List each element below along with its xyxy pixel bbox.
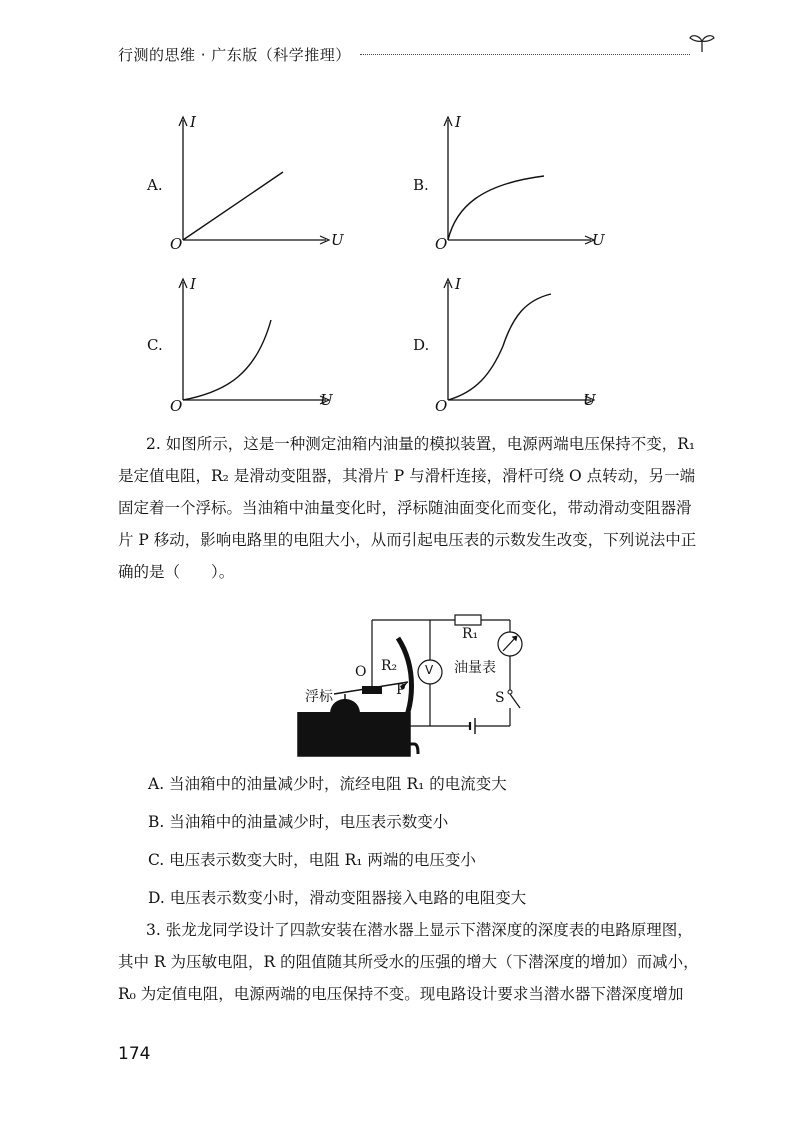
header-divider xyxy=(360,54,690,55)
graph-a xyxy=(176,112,346,252)
graph-b xyxy=(441,112,611,252)
question-3-text xyxy=(118,914,718,1010)
q2-line: 是定值电阻，R₂ 是滑动变阻器，其滑片 P 与滑杆连接，滑杆可绕 O 点转动，另一端 xyxy=(118,467,696,485)
question-2-text xyxy=(118,428,718,588)
graph-b-curve xyxy=(448,176,544,240)
label-switch-s: S xyxy=(495,690,505,706)
graph-d-y-label: I xyxy=(455,275,461,293)
resistor-r1 xyxy=(455,615,481,625)
option-c-label: C. xyxy=(147,336,163,354)
graph-a-x-label: U xyxy=(331,231,344,249)
graph-c-x-label: U xyxy=(320,391,333,409)
choice-d: D. 电压表示数变小时，滑动变阻器接入电路的电阻变大 xyxy=(148,889,527,907)
oil-tank xyxy=(298,712,410,756)
switch-s xyxy=(508,690,512,694)
option-b-label: B. xyxy=(413,176,429,194)
label-r1: R₁ xyxy=(462,626,479,642)
label-voltmeter: V xyxy=(425,663,434,677)
label-pivot-o: O xyxy=(355,664,367,680)
graph-b-y-label: I xyxy=(455,113,461,131)
graph-a-curve xyxy=(183,172,283,240)
graph-c-origin: O xyxy=(170,397,183,415)
q3-line: 3. 张龙龙同学设计了四款安装在潜水器上显示下潜深度的深度表的电路原理图， xyxy=(146,921,693,939)
graph-a-origin: O xyxy=(170,235,183,253)
page-number: 174 xyxy=(118,1044,151,1064)
graph-b-x-label: U xyxy=(592,231,605,249)
label-oil-gauge: 油量表 xyxy=(454,660,496,676)
graph-c-curve xyxy=(183,320,271,400)
q2-line: 片 P 移动，影响电路里的电阻大小，从而引起电压表的示数发生改变，下列说法中正 xyxy=(118,531,697,549)
label-slider-p: P xyxy=(396,682,406,698)
option-d-label: D. xyxy=(413,336,430,354)
pivot-block xyxy=(362,686,382,694)
q3-line: R₀ 为定值电阻，电源两端的电压保持不变。现电路设计要求当潜水器下潜深度增加 xyxy=(118,985,684,1003)
choice-c: C. 电压表示数变大时，电阻 R₁ 两端的电压变小 xyxy=(148,851,476,869)
choice-a: A. 当油箱中的油量减少时，流经电阻 R₁ 的电流变大 xyxy=(148,775,507,793)
graph-a-y-label: I xyxy=(190,113,196,131)
q3-line: 其中 R 为压敏电阻，R 的阻值随其所受水的压强的增大（下潜深度的增加）而减小， xyxy=(118,953,699,971)
running-header: 行测的思维 · 广东版（科学推理） xyxy=(118,46,351,64)
label-float: 浮标 xyxy=(305,689,333,705)
sprout-icon xyxy=(688,32,716,54)
choice-b: B. 当油箱中的油量减少时，电压表示数变小 xyxy=(148,813,449,831)
label-r2: R₂ xyxy=(381,658,398,674)
graph-d-x-label: U xyxy=(583,391,596,409)
q2-line: 固定着一个浮标。当油箱中油量变化时，浮标随油面变化而变化，带动滑动变阻器滑 xyxy=(118,499,692,517)
option-a-label: A. xyxy=(147,176,163,194)
q2-line: 2. 如图所示，这是一种测定油箱内油量的模拟装置，电源两端电压保持不变，R₁ xyxy=(146,435,696,453)
graph-c-y-label: I xyxy=(190,275,196,293)
graph-d-curve xyxy=(448,294,551,400)
graph-d-origin: O xyxy=(435,397,448,415)
q2-line: 确的是（ ）。 xyxy=(118,563,235,581)
graph-b-origin: O xyxy=(435,235,448,253)
